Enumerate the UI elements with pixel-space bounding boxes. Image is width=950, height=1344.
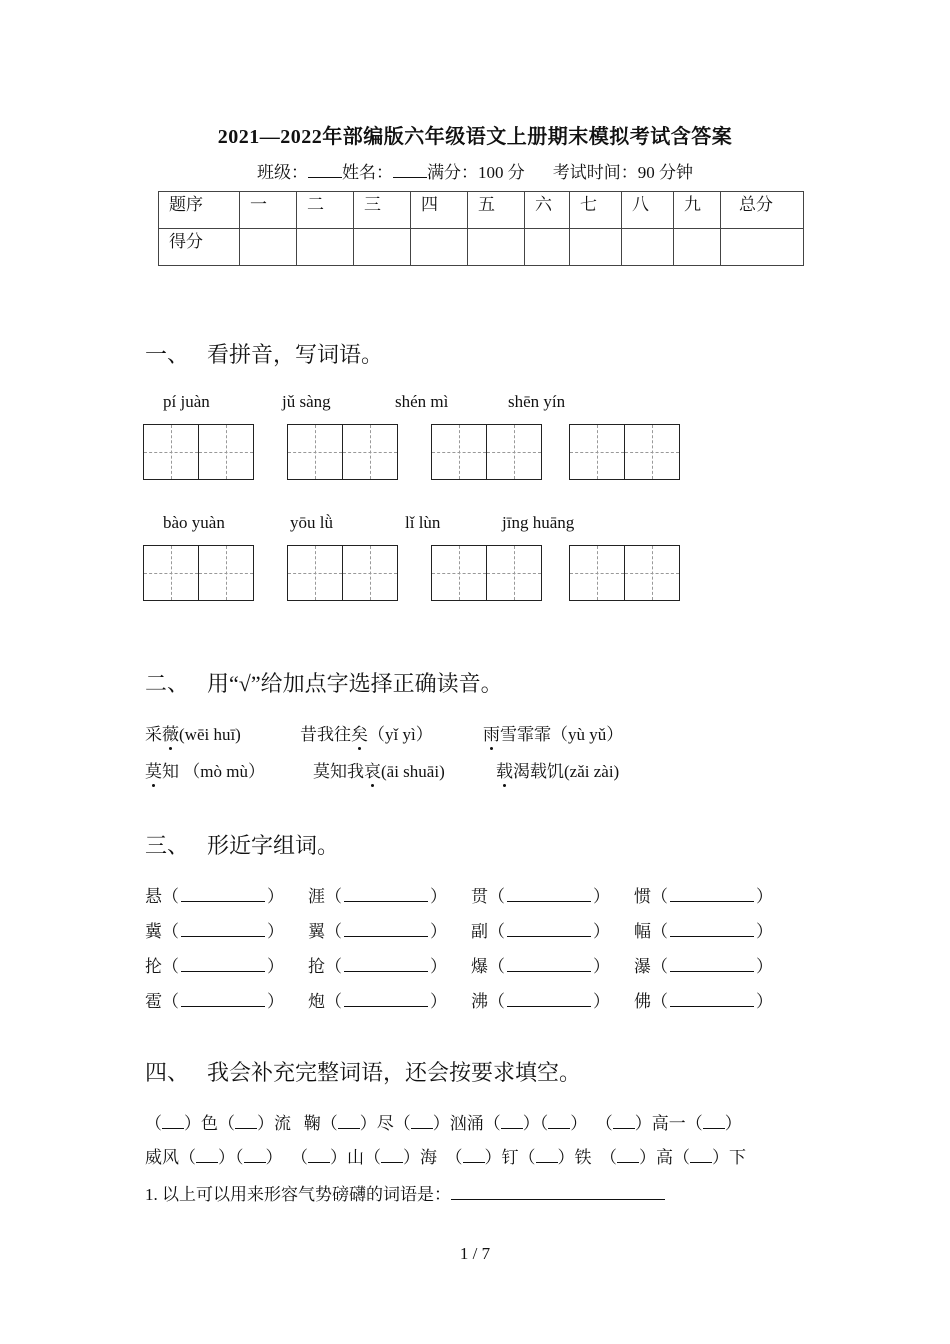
class-label: 班级： bbox=[257, 163, 308, 182]
pinyin-label: jǔ sàng bbox=[282, 392, 331, 411]
reading-item[interactable]: 雨雪霏霏（yù yǔ） bbox=[483, 720, 623, 745]
header-cell: 四 bbox=[411, 192, 468, 229]
word-item[interactable]: 悬（ ） bbox=[145, 887, 284, 906]
name-label: 姓名： bbox=[342, 163, 393, 182]
page-title: 2021—2022年部编版六年级语文上册期末模拟考试含答案 bbox=[217, 126, 733, 148]
page-number: 1 / 7 bbox=[459, 1244, 491, 1263]
exam-info bbox=[0, 158, 950, 183]
idiom-blank[interactable] bbox=[536, 1148, 558, 1163]
section2-title: 用“√”给加点字选择正确读音。 bbox=[207, 671, 503, 696]
answer-blank[interactable] bbox=[344, 885, 428, 902]
name-blank[interactable] bbox=[393, 163, 427, 178]
word-item[interactable]: 抢（ ） bbox=[308, 957, 447, 976]
dotted-char: 莫 bbox=[145, 757, 162, 782]
score-cell[interactable] bbox=[622, 229, 674, 266]
dotted-char: 哀 bbox=[364, 757, 381, 782]
word-item[interactable]: 沸（ ） bbox=[471, 992, 610, 1011]
score-cell[interactable] bbox=[468, 229, 525, 266]
writing-grid[interactable] bbox=[569, 424, 680, 480]
idiom-blank[interactable] bbox=[196, 1148, 218, 1163]
pinyin-label: shēn yín bbox=[508, 392, 566, 411]
idiom-row: 威风（ ）（ ） （ ）山（ ）海 （ ）钉（ ）铁 （ ）高（ ）下 bbox=[145, 1148, 746, 1167]
answer-blank[interactable] bbox=[507, 920, 591, 937]
pinyin-label: yōu lǜ bbox=[290, 513, 333, 532]
score-cell[interactable] bbox=[411, 229, 468, 266]
pinyin-label: pí juàn bbox=[163, 392, 210, 411]
header-cell: 二 bbox=[297, 192, 354, 229]
header-cell: 题序 bbox=[159, 192, 240, 229]
answer-blank[interactable] bbox=[507, 885, 591, 902]
dotted-char: 矣 bbox=[351, 720, 368, 745]
answer-blank[interactable] bbox=[670, 885, 754, 902]
word-item[interactable]: 贯（ ） bbox=[471, 887, 610, 906]
full-score: 满分：100 分 bbox=[427, 163, 525, 182]
pinyin-label: jīng huāng bbox=[502, 513, 575, 532]
writing-grid[interactable] bbox=[431, 424, 542, 480]
section2-heading bbox=[145, 667, 503, 698]
question-1 bbox=[145, 1180, 665, 1205]
answer-blank[interactable] bbox=[181, 955, 265, 972]
header-cell: 九 bbox=[674, 192, 721, 229]
word-item[interactable]: 翼（ ） bbox=[308, 922, 447, 941]
answer-blank[interactable] bbox=[344, 955, 428, 972]
idiom-blank[interactable] bbox=[308, 1148, 330, 1163]
word-item[interactable]: 惯（ ） bbox=[634, 887, 773, 906]
idiom-blank[interactable] bbox=[703, 1114, 725, 1129]
answer-blank[interactable] bbox=[344, 990, 428, 1007]
word-item[interactable]: 冀（ ） bbox=[145, 922, 284, 941]
idiom-blank[interactable] bbox=[244, 1148, 266, 1163]
answer-blank[interactable] bbox=[181, 885, 265, 902]
word-item[interactable]: 涯（ ） bbox=[308, 887, 447, 906]
word-item[interactable]: 佛（ ） bbox=[634, 992, 773, 1011]
idiom-blank[interactable] bbox=[617, 1148, 639, 1163]
word-item[interactable]: 雹（ ） bbox=[145, 992, 284, 1011]
idiom-blank[interactable] bbox=[690, 1148, 712, 1163]
header-cell: 八 bbox=[622, 192, 674, 229]
answer-blank[interactable] bbox=[507, 955, 591, 972]
dotted-char: 载 bbox=[496, 757, 513, 782]
answer-blank[interactable] bbox=[670, 955, 754, 972]
question-1-answer-line[interactable] bbox=[451, 1183, 665, 1200]
answer-blank[interactable] bbox=[507, 990, 591, 1007]
score-table bbox=[158, 191, 804, 266]
pinyin-label: shén mì bbox=[395, 392, 449, 411]
idiom-blank[interactable] bbox=[381, 1148, 403, 1163]
reading-item[interactable]: 莫知我哀(āi shuāi) bbox=[313, 757, 445, 782]
writing-grid[interactable] bbox=[143, 545, 254, 601]
writing-grid[interactable] bbox=[143, 424, 254, 480]
answer-blank[interactable] bbox=[670, 920, 754, 937]
word-item[interactable]: 瀑（ ） bbox=[634, 957, 773, 976]
section1-number: 一、 bbox=[145, 342, 190, 367]
writing-grid[interactable] bbox=[287, 545, 398, 601]
score-cell[interactable] bbox=[674, 229, 721, 266]
section3-heading bbox=[145, 829, 339, 860]
score-cell[interactable] bbox=[354, 229, 411, 266]
idiom-blank[interactable] bbox=[162, 1114, 184, 1129]
score-label: 得分 bbox=[159, 229, 240, 266]
section4-number: 四、 bbox=[145, 1060, 190, 1085]
score-table-header-row bbox=[159, 192, 804, 229]
idiom-blank[interactable] bbox=[548, 1114, 570, 1129]
word-item[interactable]: 副（ ） bbox=[471, 922, 610, 941]
reading-item[interactable]: 采薇(wēi huī) bbox=[145, 720, 241, 745]
section4-title: 我会补充完整词语，还会按要求填空。 bbox=[207, 1060, 582, 1085]
pinyin-label: lǐ lùn bbox=[405, 513, 441, 532]
word-item[interactable]: 抡（ ） bbox=[145, 957, 284, 976]
reading-item[interactable]: 载渴载饥(zǎi zài) bbox=[496, 757, 619, 782]
word-item[interactable]: 幅（ ） bbox=[634, 922, 773, 941]
dotted-char: 薇 bbox=[162, 720, 179, 745]
idiom-blank[interactable] bbox=[411, 1114, 433, 1129]
exam-time: 考试时间：90 分钟 bbox=[552, 163, 693, 182]
reading-item[interactable]: 昔我往矣（yǐ yì） bbox=[300, 720, 433, 745]
question-1-text: 1. 以上可以用来形容气势磅礴的词语是： bbox=[145, 1185, 451, 1204]
score-cell[interactable] bbox=[721, 229, 804, 266]
answer-blank[interactable] bbox=[181, 920, 265, 937]
pinyin-label: bào yuàn bbox=[163, 513, 225, 532]
score-table-score-row bbox=[159, 229, 804, 266]
idiom-blank[interactable] bbox=[235, 1114, 257, 1129]
section3-number: 三、 bbox=[145, 833, 190, 858]
word-item[interactable]: 爆（ ） bbox=[471, 957, 610, 976]
reading-item[interactable]: 莫知 （mò mù） bbox=[145, 757, 265, 782]
idiom-blank[interactable] bbox=[613, 1114, 635, 1129]
writing-grid[interactable] bbox=[569, 545, 680, 601]
header-cell: 三 bbox=[354, 192, 411, 229]
section2-number: 二、 bbox=[145, 671, 190, 696]
word-item[interactable]: 炮（ ） bbox=[308, 992, 447, 1011]
section3-title: 形近字组词。 bbox=[207, 833, 340, 858]
idiom-blank[interactable] bbox=[501, 1114, 523, 1129]
section1-heading bbox=[145, 338, 383, 369]
idiom-blank[interactable] bbox=[463, 1148, 485, 1163]
header-cell: 总分 bbox=[721, 192, 804, 229]
score-cell[interactable] bbox=[525, 229, 570, 266]
writing-grid[interactable] bbox=[431, 545, 542, 601]
class-blank[interactable] bbox=[308, 163, 342, 178]
header-cell: 五 bbox=[468, 192, 525, 229]
score-cell[interactable] bbox=[240, 229, 297, 266]
header-cell: 一 bbox=[240, 192, 297, 229]
score-cell[interactable] bbox=[570, 229, 622, 266]
idiom-blank[interactable] bbox=[338, 1114, 360, 1129]
answer-blank[interactable] bbox=[670, 990, 754, 1007]
dotted-char: 雨 bbox=[483, 720, 500, 745]
section1-title: 看拼音，写词语。 bbox=[207, 342, 384, 367]
answer-blank[interactable] bbox=[181, 990, 265, 1007]
answer-blank[interactable] bbox=[344, 920, 428, 937]
idiom-row: （ ）色（ ）流 鞠（ ）尽（ ）汹涌（ ）（ ） （ ）高一（ ） bbox=[145, 1114, 742, 1133]
header-cell: 七 bbox=[570, 192, 622, 229]
score-cell[interactable] bbox=[297, 229, 354, 266]
writing-grid[interactable] bbox=[287, 424, 398, 480]
section4-heading bbox=[145, 1056, 581, 1087]
header-cell: 六 bbox=[525, 192, 570, 229]
